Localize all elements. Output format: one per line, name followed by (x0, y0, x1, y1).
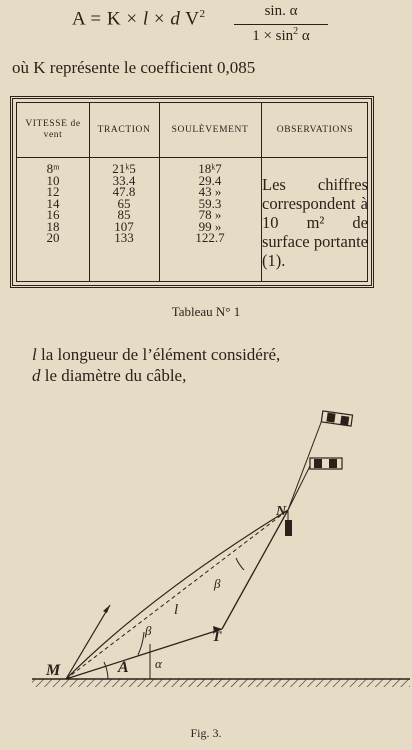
vitesse-cell: 10 (46, 172, 60, 188)
formula-times: × (148, 8, 171, 30)
soulevement-cell: 78 » (198, 207, 222, 222)
soulevement-cell: 43 » (198, 184, 222, 199)
label-l: l (174, 602, 179, 618)
traction-cell: 133 (114, 230, 134, 245)
line-tn (222, 510, 288, 629)
arc-beta-lower (138, 632, 144, 655)
cable-curve (66, 510, 288, 679)
formula-d: d (170, 8, 181, 30)
formula-lhs: A = K × (72, 8, 143, 30)
definition-l (32, 344, 280, 366)
kite-diagram (0, 400, 412, 710)
formula-fraction (232, 3, 330, 45)
fraction-bar (234, 24, 328, 25)
label-t: T (212, 629, 222, 645)
traction-cell: 21ᵏ5 (112, 161, 136, 176)
kite-box-upper (321, 411, 352, 426)
den-prefix: 1 × sin (252, 28, 294, 44)
arrow-head-up (103, 605, 110, 613)
traction-cell: 47.8 (112, 184, 136, 199)
definition-l-text: la longueur de l’élément considéré, (36, 345, 281, 364)
formula-numerator: sin. α (264, 3, 298, 19)
line-mt (66, 629, 222, 679)
traction-cell: 65 (117, 195, 131, 211)
vitesse-values (17, 163, 89, 244)
den-suffix: α (298, 28, 310, 44)
definition-d (32, 365, 186, 387)
den-exp: 2 (293, 26, 299, 37)
label-beta-upper: β (214, 576, 221, 591)
header-traction: TRACTION (97, 124, 151, 135)
formula-l: l (142, 8, 149, 30)
header-vitesse: VITESSE de vent (25, 119, 81, 140)
arc-a (104, 662, 108, 679)
label-n: N (276, 504, 287, 519)
vitesse-cell: 8ᵐ (46, 161, 60, 176)
label-a: A (118, 659, 129, 676)
traction-cell: 33.4 (112, 172, 136, 188)
var-d: d (32, 366, 41, 385)
formula-v-exp: 2 (199, 8, 206, 20)
vitesse-cell: 16 (46, 207, 60, 222)
kite-box-lower (310, 458, 342, 469)
formula-denominator (232, 26, 330, 45)
soulevement-cell: 99 » (198, 218, 222, 234)
formula (0, 0, 412, 54)
vitesse-cell: 14 (46, 195, 60, 211)
soulevement-cell: 29.4 (198, 172, 222, 188)
vitesse-cell: 20 (46, 230, 60, 245)
header-divider (17, 157, 367, 158)
formula-v: V (180, 8, 200, 30)
soulevement-cell: 122.7 (195, 230, 225, 245)
label-m: M (46, 662, 61, 679)
traction-cell: 85 (117, 207, 131, 222)
header-observations: OBSERVATIONS (276, 124, 354, 135)
ground (32, 679, 410, 687)
figure-caption: Fig. 3. (190, 726, 222, 740)
var-l: l (32, 345, 37, 364)
header-soulevement: SOULÈVEMENT (171, 124, 249, 135)
arc-beta-upper (236, 558, 244, 570)
definition-d-text: le diamètre du câble, (40, 366, 187, 385)
formula-main (72, 8, 205, 30)
observation-text: Les chiffres correspondent à 10 m² de surface portante (1). (262, 175, 368, 270)
figure-3 (0, 400, 412, 710)
data-table (10, 96, 374, 288)
label-alpha: α (155, 656, 162, 671)
soulevement-cell: 59.3 (198, 195, 222, 211)
traction-values (89, 163, 159, 244)
vitesse-cell: 12 (46, 184, 60, 199)
kite-string-2 (288, 462, 312, 510)
resultant-arrow (66, 605, 110, 679)
soulevement-values (159, 163, 261, 244)
coefficient-text: où K représente le coefficient 0,085 (12, 58, 256, 77)
traction-cell: 107 (114, 218, 134, 234)
vitesse-cell: 18 (46, 218, 60, 234)
table-caption: Tableau N° 1 (171, 304, 241, 319)
soulevement-cell: 18ᵏ7 (198, 161, 222, 176)
label-beta-lower: β (145, 623, 152, 638)
dashed-line-mn (66, 510, 288, 679)
